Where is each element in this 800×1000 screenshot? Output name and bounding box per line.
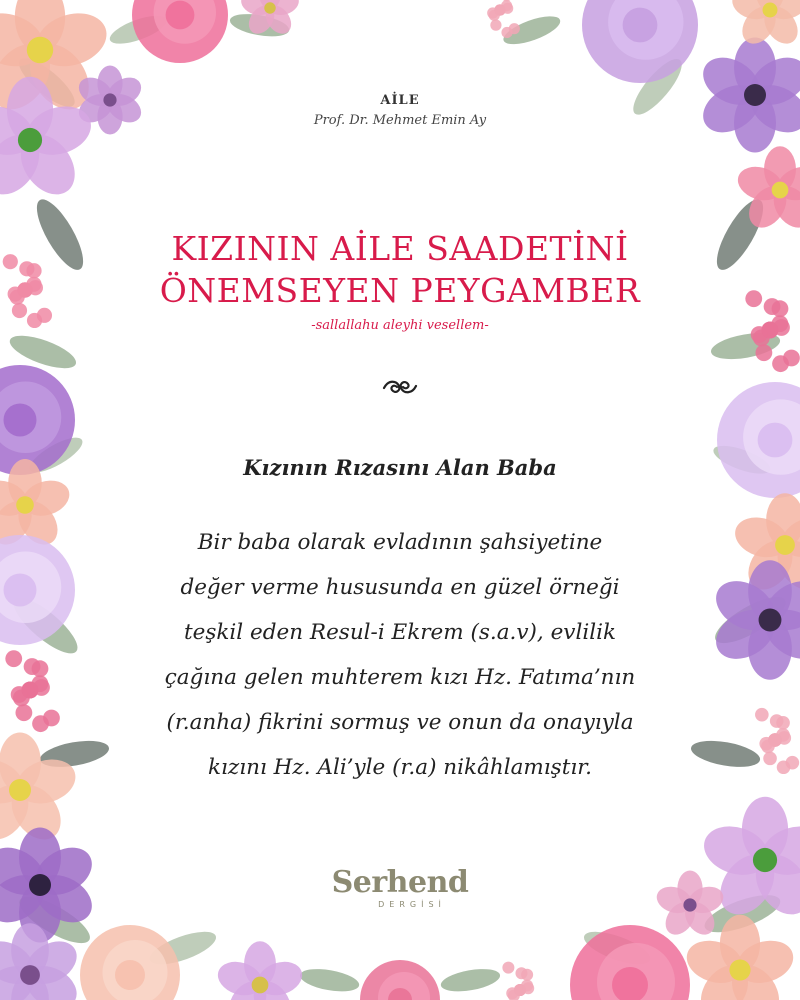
flower-decoration [214,941,307,1000]
leaf-decoration [439,965,502,995]
body-line-6: kızını Hz. Ali’yle (r.a) nikâhlamıştır. [208,755,592,780]
logo-name: Serhend [331,865,469,900]
logo-subtitle: DERGİSİ [378,900,446,909]
author-name: Prof. Dr. Mehmet Emin Ay [313,113,487,128]
article-subtitle: -sallallahu aleyhi vesellem- [311,318,489,333]
flower-decoration [0,828,100,943]
body-line-2: değer verme hususunda en güzel örneği [180,575,620,600]
section-heading: Kızının Rızasını Alan Baba [243,455,557,480]
magazine-logo [300,866,500,909]
body-line-1: Bir baba olarak evladının şahsiyetine [197,530,603,555]
leaf-decoration [298,965,361,995]
body-line-3: teşkil eden Resul-i Ekrem (s.a.v), evlilik [183,620,616,645]
rose-decoration [717,382,800,498]
rose-decoration [132,0,228,63]
scroll-flourish-icon [380,374,420,400]
article-body [0,520,800,790]
article-title [0,228,800,312]
body-line-5: (r.anha) fikrini sormuş ve onun da onayıyla [166,710,634,735]
body-line-4: çağına gelen muhterem kızı Hz. Fatıma’nın [164,665,636,690]
berry-cluster-decoration [502,962,541,1000]
title-line-1: KIZININ AİLE SAADETİNİ [171,229,629,268]
rose-decoration [80,925,180,1000]
title-line-2: ÖNEMSEYEN PEYGAMBER [159,271,641,310]
berry-cluster-decoration [484,0,520,38]
rose-decoration [360,960,440,1000]
category-label: AİLE [380,93,420,108]
